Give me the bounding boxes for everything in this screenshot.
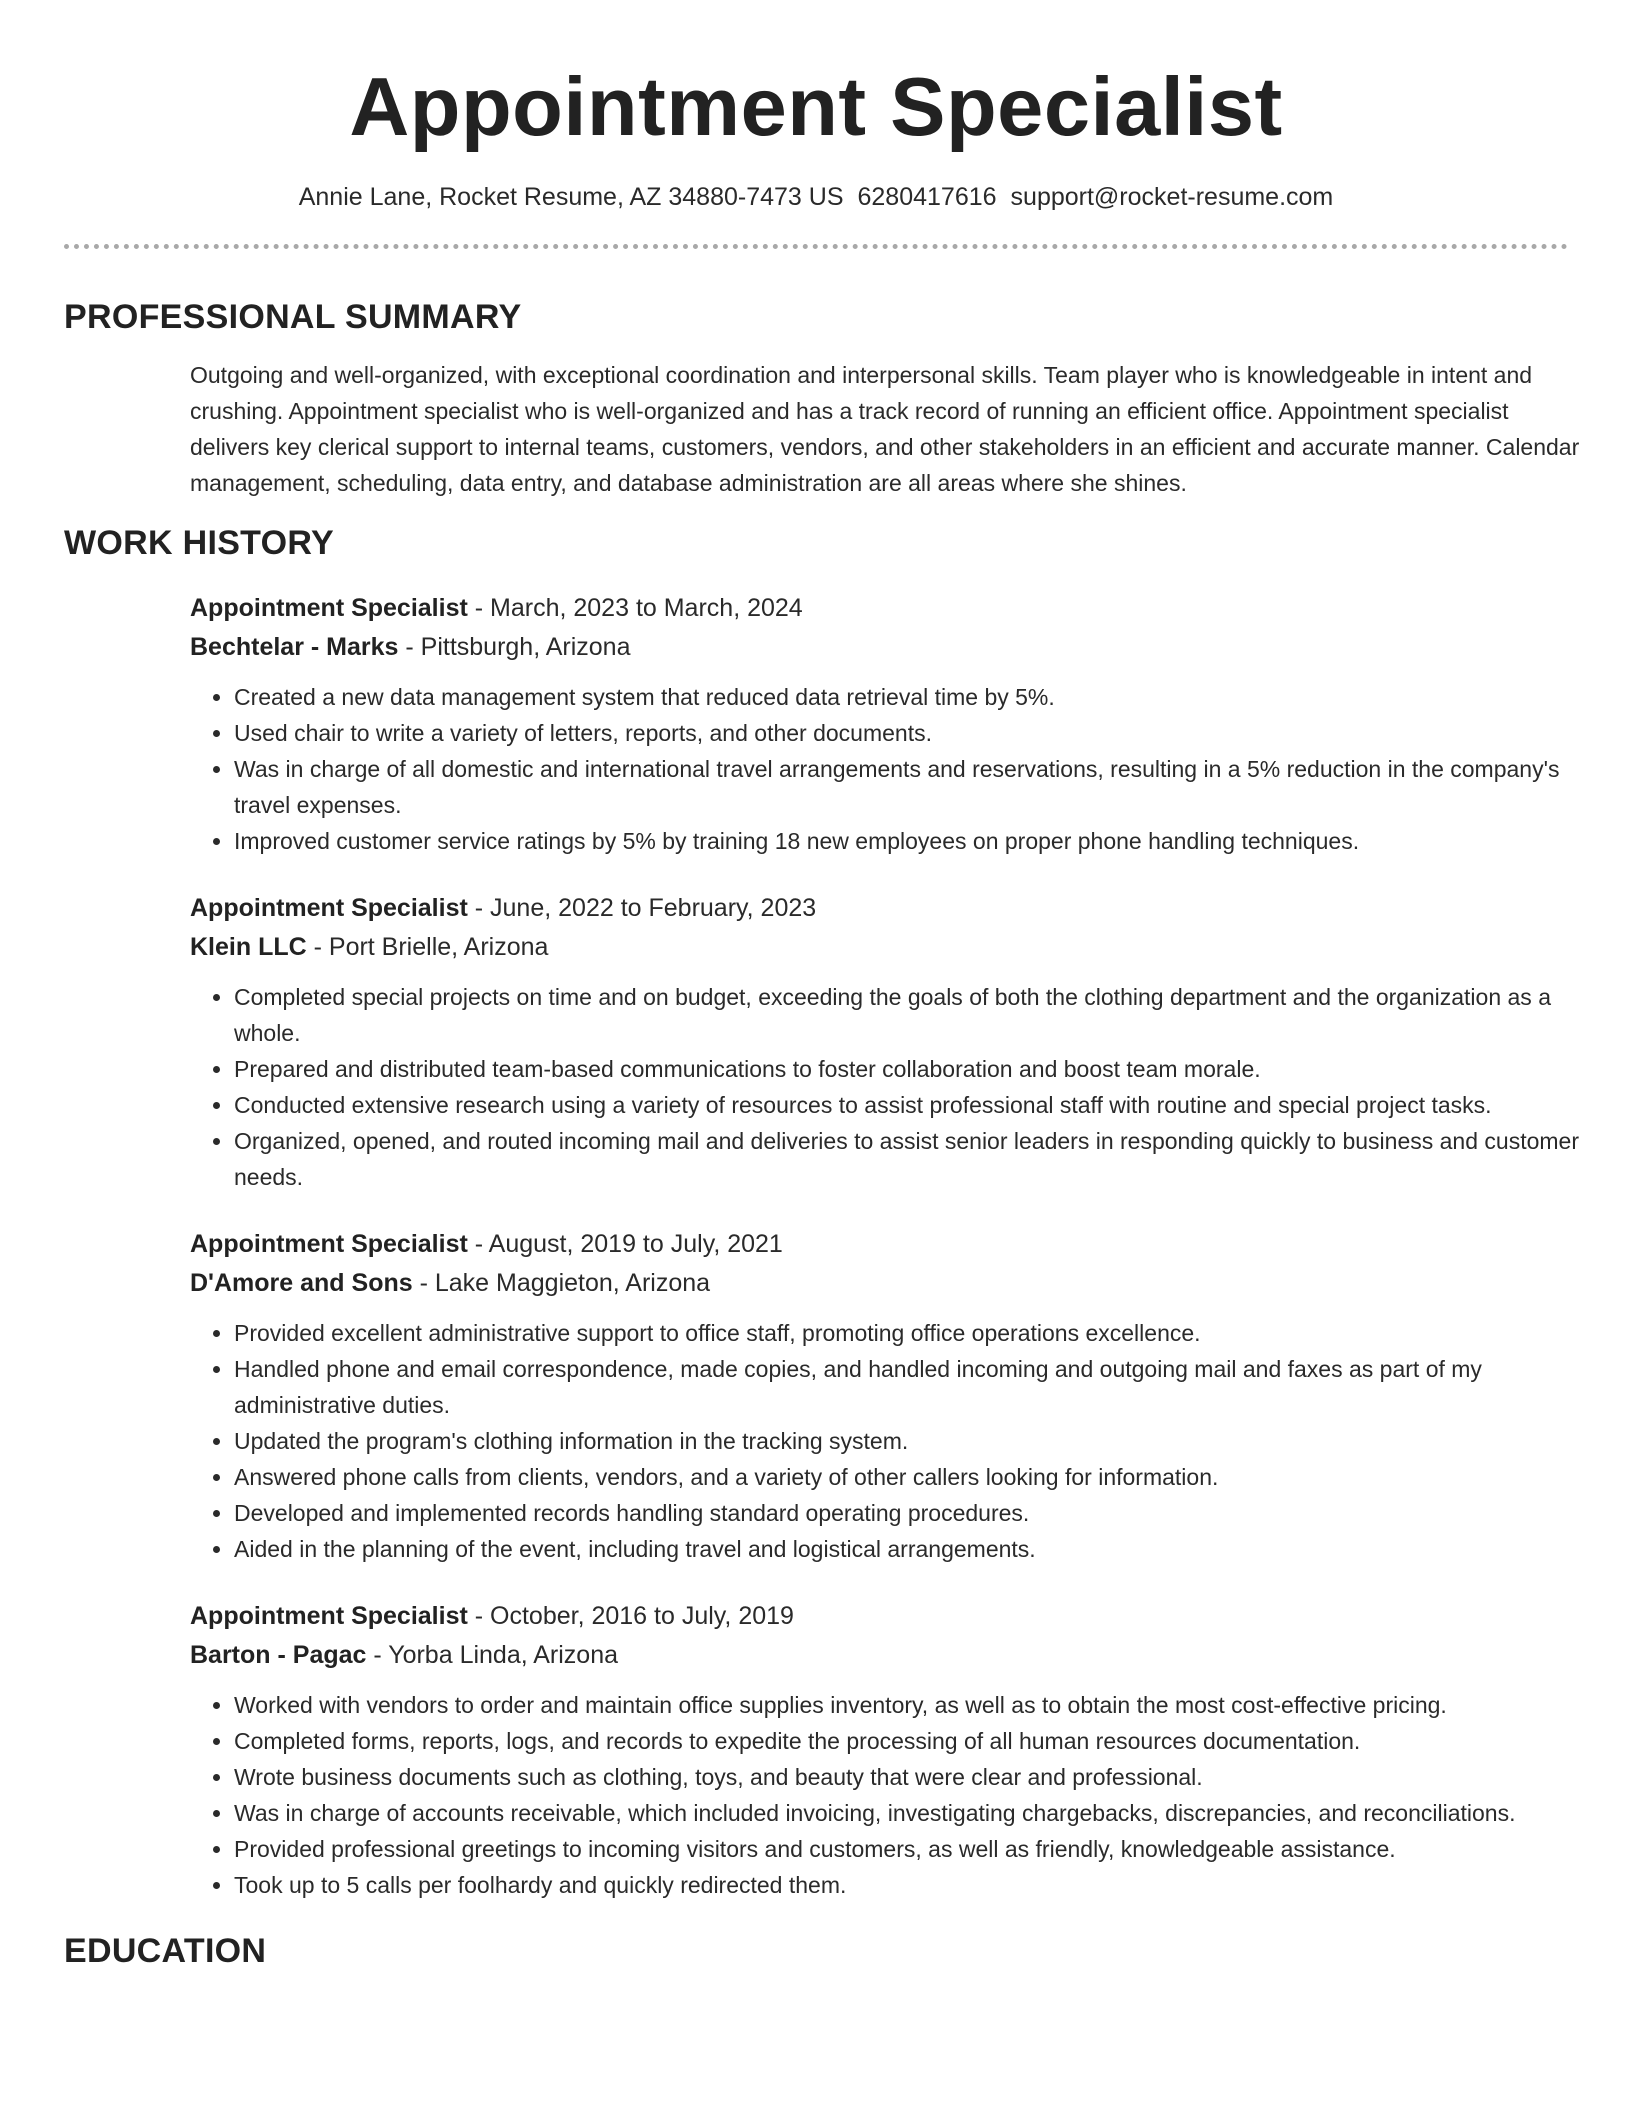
- job-bullets: [190, 1315, 1590, 1567]
- job-company-line: [190, 928, 1590, 967]
- job-entry: [190, 1225, 1590, 1567]
- job-bullet: • Completed forms, reports, logs, and records to expedite the processing of all human resources documentation.: [234, 1723, 1590, 1759]
- job-company-line: [190, 628, 1590, 667]
- job-location: - Port Brielle, Arizona: [306, 933, 549, 961]
- page-title: Appointment Specialist: [349, 60, 1283, 153]
- job-bullet: • Provided excellent administrative support to office staff, promoting office operations excellence.: [234, 1315, 1590, 1351]
- job-bullet: • Handled phone and email correspondence, made copies, and handled incoming and outgoing mail and faxes as part of my administrative duties.: [234, 1351, 1590, 1423]
- job-title-line: [190, 589, 1590, 628]
- job-entry: [190, 589, 1590, 859]
- job-company: D'Amore and Sons: [190, 1269, 413, 1297]
- job-bullet: • Conducted extensive research using a variety of resources to assist professional staff with routine and special project tasks.: [234, 1087, 1590, 1123]
- job-dates: - June, 2022 to February, 2023: [467, 894, 817, 922]
- job-bullet: • Completed special projects on time and on budget, exceeding the goals of both the clothing department and the organization as a whole.: [234, 979, 1590, 1051]
- section-title-education: EDUCATION: [64, 1932, 267, 1970]
- job-title: Appointment Specialist: [190, 1230, 468, 1258]
- job-dates: - March, 2023 to March, 2024: [467, 594, 803, 622]
- job-bullet: • Created a new data management system that reduced data retrieval time by 5%.: [234, 679, 1590, 715]
- job-location: - Pittsburgh, Arizona: [398, 633, 631, 661]
- job-entry: [190, 889, 1590, 1195]
- contact-phone: 6280417616: [857, 183, 997, 211]
- job-bullet: • Was in charge of accounts receivable, which included invoicing, investigating chargebacks, discrepancies, and reconciliations.: [234, 1795, 1590, 1831]
- job-company: Klein LLC: [190, 933, 307, 961]
- job-bullet: • Was in charge of all domestic and international travel arrangements and reservations, resulting in a 5% reduction in the company's travel expenses.: [234, 751, 1590, 823]
- job-location: - Yorba Linda, Arizona: [366, 1641, 619, 1669]
- section-title-work-history: WORK HISTORY: [64, 524, 334, 562]
- job-company: Bechtelar - Marks: [190, 633, 399, 661]
- job-title-line: [190, 1597, 1590, 1636]
- resume-page: [64, 0, 1580, 1973]
- job-bullet: • Aided in the planning of the event, including travel and logistical arrangements.: [234, 1531, 1590, 1567]
- job-bullet: • Took up to 5 calls per foolhardy and quickly redirected them.: [234, 1867, 1590, 1903]
- job-title: Appointment Specialist: [190, 894, 468, 922]
- job-company-line: [190, 1264, 1590, 1303]
- job-bullet: • Organized, opened, and routed incoming mail and deliveries to assist senior leaders in responding quickly to business and customer needs.: [234, 1123, 1590, 1195]
- job-title: Appointment Specialist: [190, 1602, 468, 1630]
- job-bullets: [190, 979, 1590, 1195]
- contact-line: [64, 180, 1568, 214]
- contact-address: Annie Lane, Rocket Resume, AZ 34880-7473 US: [298, 183, 844, 211]
- header-divider: [64, 244, 1568, 249]
- summary-text: Outgoing and well-organized, with exceptional coordination and interpersonal skills. Team player who is knowledgeable in intent and crushing. Appointment specialist who is well-organized and has a track record of running an efficient office. Appointment specialist delivers key clerical support to internal teams, customers, vendors, and other stakeholders in an efficient and accurate manner. Calendar management, scheduling, data entry, and database administration are all areas where she shines.: [190, 362, 1580, 496]
- job-bullet: • Used chair to write a variety of letters, reports, and other documents.: [234, 715, 1590, 751]
- job-bullet: • Developed and implemented records handling standard operating procedures.: [234, 1495, 1590, 1531]
- job-bullet: • Provided professional greetings to incoming visitors and customers, as well as friendly, knowledgeable assistance.: [234, 1831, 1590, 1867]
- job-bullet: • Prepared and distributed team-based communications to foster collaboration and boost team morale.: [234, 1051, 1590, 1087]
- job-company-line: [190, 1636, 1590, 1675]
- job-location: - Lake Maggieton, Arizona: [412, 1269, 711, 1297]
- job-bullet: • Answered phone calls from clients, vendors, and a variety of other callers looking for information.: [234, 1459, 1590, 1495]
- job-title-line: [190, 889, 1590, 928]
- job-bullet: • Improved customer service ratings by 5% by training 18 new employees on proper phone handling techniques.: [234, 823, 1590, 859]
- job-bullets: [190, 1687, 1590, 1903]
- contact-email: support@rocket-resume.com: [1010, 183, 1334, 211]
- job-bullet: • Updated the program's clothing information in the tracking system.: [234, 1423, 1590, 1459]
- job-dates: - October, 2016 to July, 2019: [467, 1602, 794, 1630]
- job-bullet: • Wrote business documents such as clothing, toys, and beauty that were clear and professional.: [234, 1759, 1590, 1795]
- work-history-list: [190, 589, 1590, 1903]
- job-company: Barton - Pagac: [190, 1641, 367, 1669]
- section-title-summary: PROFESSIONAL SUMMARY: [64, 298, 522, 336]
- job-bullets: [190, 679, 1590, 859]
- job-title-line: [190, 1225, 1590, 1264]
- job-entry: [190, 1597, 1590, 1903]
- job-dates: - August, 2019 to July, 2021: [467, 1230, 783, 1258]
- job-title: Appointment Specialist: [190, 594, 468, 622]
- job-bullet: • Worked with vendors to order and maintain office supplies inventory, as well as to obtain the most cost-effective pricing.: [234, 1687, 1590, 1723]
